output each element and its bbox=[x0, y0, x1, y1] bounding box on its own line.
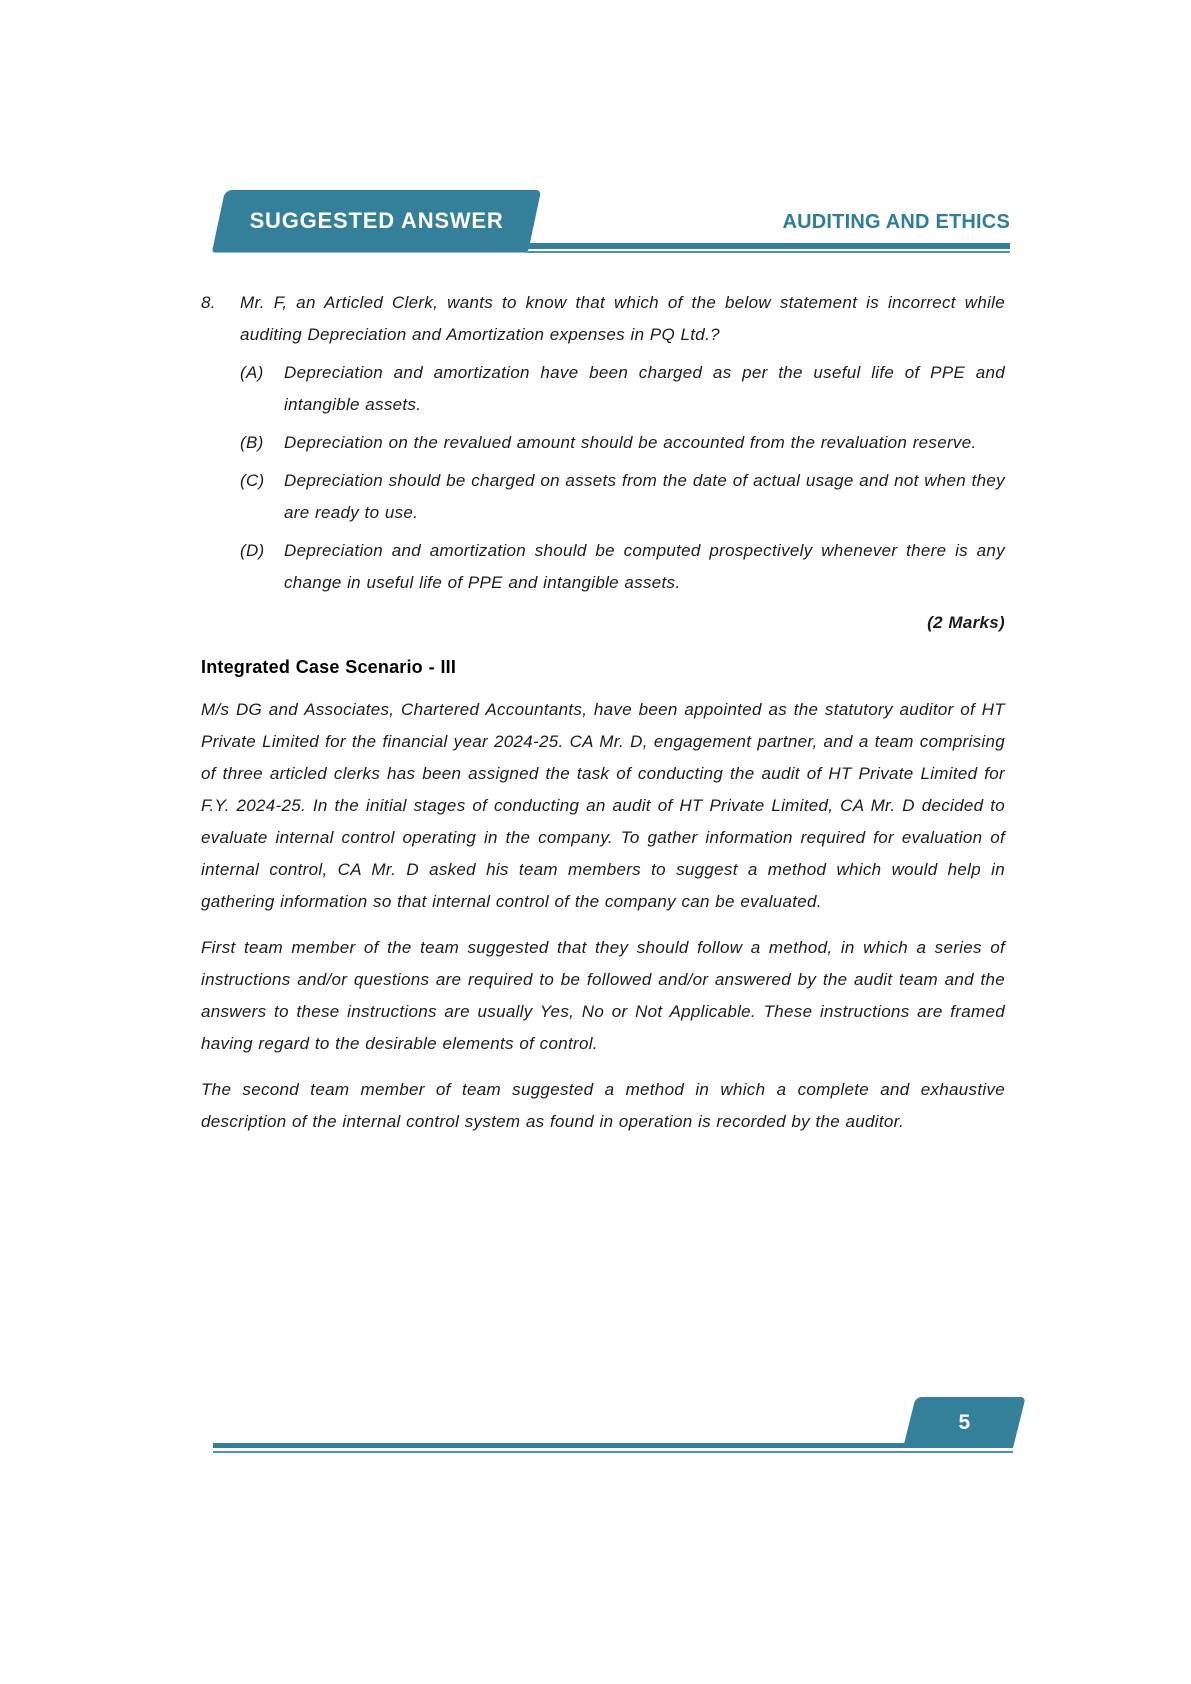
option-a bbox=[201, 357, 1005, 421]
header-rule-thick bbox=[500, 243, 1010, 249]
page-content bbox=[201, 287, 1005, 1138]
option-d-text: Depreciation and amortization should be computed prospectively whenever there is any change in useful life of PPE and intangible assets. bbox=[284, 541, 1005, 592]
banner-label: SUGGESTED ANSWER bbox=[249, 208, 504, 233]
scenario-paragraph-3: The second team member of team suggested a method in which a complete and exhaustive description of the internal control system as found in operation is recorded by the auditor. bbox=[201, 1080, 1005, 1131]
footer-rule-thick bbox=[213, 1443, 1013, 1448]
option-c bbox=[201, 465, 1005, 529]
case-scenario-heading: Integrated Case Scenario - III bbox=[201, 657, 457, 677]
option-d bbox=[201, 535, 1005, 599]
question-text: Mr. F, an Articled Clerk, wants to know that which of the below statement is incorrect while auditing Depreciation and Amortization expenses in PQ Ltd.? bbox=[240, 293, 1005, 344]
option-d-label: (D) bbox=[240, 541, 265, 560]
option-a-text: Depreciation and amortization have been charged as per the useful life of PPE and intangible assets. bbox=[284, 363, 1005, 414]
question-8 bbox=[201, 287, 1005, 351]
option-c-label: (C) bbox=[240, 471, 265, 490]
option-b-label: (B) bbox=[240, 433, 264, 452]
option-b-text: Depreciation on the revalued amount should be accounted from the revaluation reserve. bbox=[284, 433, 977, 452]
scenario-paragraph-1: M/s DG and Associates, Chartered Accountants, have been appointed as the statutory auditor of HT Private Limited for the financial year 2024-25. CA Mr. D, engagement partner, and a team comprising of three articled clerks has been assigned the task of conducting the audit of HT Private Limited for F.Y. 2024-25. In the initial stages of conducting an audit of HT Private Limited, CA Mr. D decided to evaluate internal control operating in the company. To gather information required for evaluation of internal control, CA Mr. D asked his team members to suggest a method which would help in gathering information so that internal control of the company can be evaluated. bbox=[201, 700, 1005, 911]
subject-title: AUDITING AND ETHICS bbox=[782, 211, 1010, 233]
page-number: 5 bbox=[958, 1410, 971, 1434]
footer-rule-thin bbox=[213, 1451, 1013, 1453]
option-a-label: (A) bbox=[240, 363, 264, 382]
marks-label: (2 Marks) bbox=[927, 613, 1005, 632]
page-number-badge bbox=[903, 1397, 1026, 1448]
scenario-paragraph-2: First team member of the team suggested that they should follow a method, in which a series of instructions and/or questions are required to be followed and/or answered by the audit team and the answers to these instructions are usually Yes, No or Not Applicable. These instructions are framed having regard to the desirable elements of control. bbox=[201, 938, 1005, 1053]
header-rule-thin bbox=[500, 251, 1010, 253]
option-b bbox=[201, 427, 1005, 459]
option-c-text: Depreciation should be charged on assets from the date of actual usage and not when they are ready to use. bbox=[284, 471, 1005, 522]
suggested-answer-banner bbox=[212, 190, 541, 252]
question-number: 8. bbox=[201, 293, 216, 312]
